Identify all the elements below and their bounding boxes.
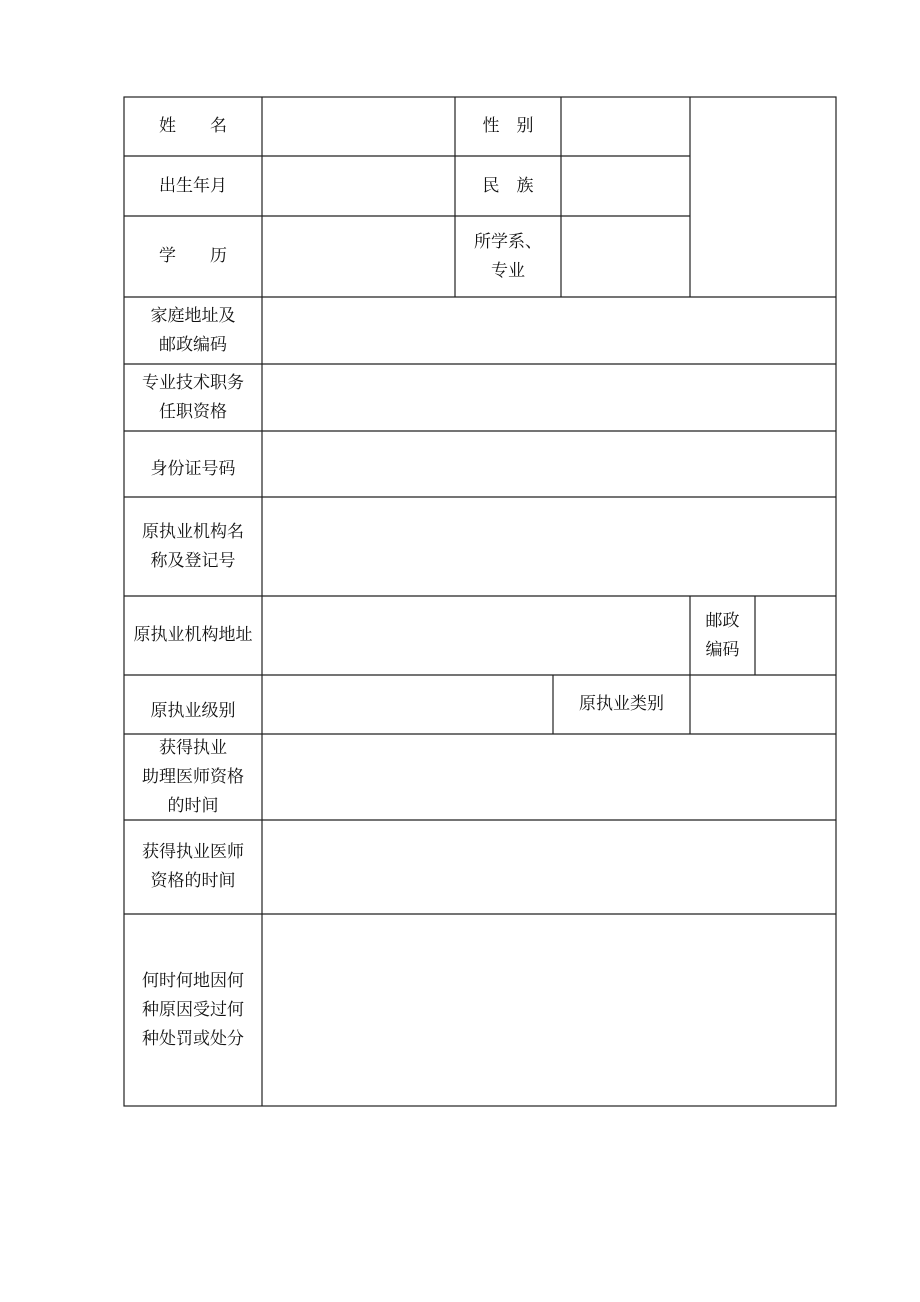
home-address-field[interactable] — [263, 298, 835, 363]
home-address-label: 家庭地址及 邮政编码 — [150, 305, 236, 355]
name-field[interactable] — [263, 98, 454, 155]
id-number-field[interactable] — [263, 432, 835, 496]
birth-field[interactable] — [263, 157, 454, 215]
title-field[interactable] — [263, 365, 835, 430]
postal-code-label: 邮政 编码 — [705, 610, 740, 660]
title-label: 专业技术职务 任职资格 — [142, 372, 244, 422]
ethnicity-label: 民 族 — [482, 175, 534, 196]
education-field[interactable] — [263, 217, 454, 296]
prev-org-field[interactable] — [263, 498, 835, 595]
prev-level-field[interactable] — [263, 676, 552, 733]
assistant-qualification-time-field[interactable] — [263, 735, 835, 819]
id-number-label: 身份证号码 — [150, 458, 236, 479]
education-label: 学 历 — [159, 246, 227, 266]
physician-qualification-time-field[interactable] — [263, 821, 835, 913]
photo-area[interactable] — [691, 98, 835, 296]
punishment-field[interactable] — [263, 915, 835, 1105]
prev-org-address-field[interactable] — [263, 597, 689, 674]
major-label: 所学系、 专业 — [474, 231, 542, 281]
prev-org-address-label: 原执业机构地址 — [133, 625, 253, 645]
prev-level-label: 原执业级别 — [150, 701, 236, 721]
prev-org-label: 原执业机构名 称及登记号 — [142, 521, 244, 571]
prev-category-label: 原执业类别 — [579, 694, 664, 714]
punishment-label: 何时何地因何 种原因受过何 种处罚或处分 — [142, 970, 244, 1049]
birth-label: 出生年月 — [159, 175, 227, 196]
assistant-qualification-time-label: 获得执业 助理医师资格 的时间 — [142, 737, 244, 816]
postal-code-field[interactable] — [756, 597, 835, 674]
name-label: 姓 名 — [159, 116, 227, 136]
gender-field[interactable] — [562, 98, 689, 155]
physician-qualification-time-label: 获得执业医师 资格的时间 — [142, 842, 244, 891]
ethnicity-field[interactable] — [562, 157, 689, 215]
prev-category-field[interactable] — [691, 676, 835, 733]
major-field[interactable] — [562, 217, 689, 296]
gender-label: 性 别 — [482, 116, 534, 136]
